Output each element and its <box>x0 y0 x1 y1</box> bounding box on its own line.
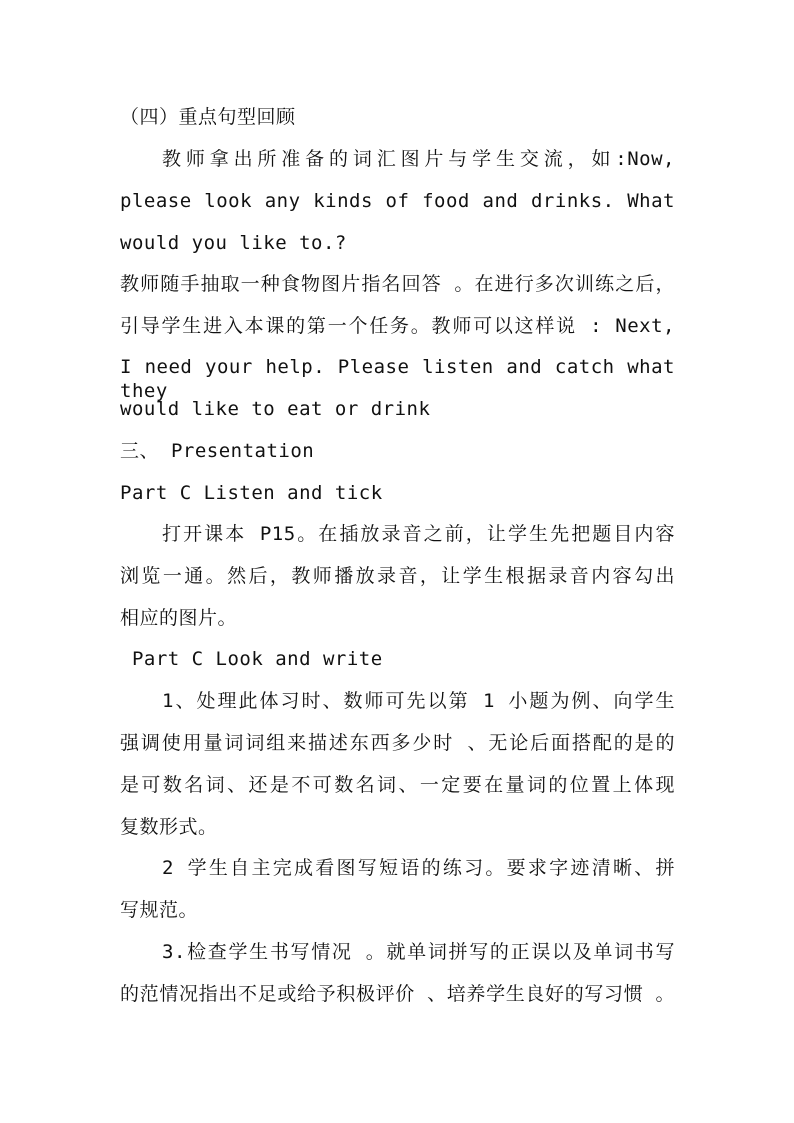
section-heading-presentation: 三、 Presentation <box>120 440 315 462</box>
para1-line1: 教师拿出所准备的词汇图片与学生交流，如:Now, <box>162 148 675 170</box>
item1-line2: 强调使用量词词组来描述东西多少时 、无论后面搭配的是的 <box>120 732 675 754</box>
para2-line4: would like to eat or drink <box>120 398 431 420</box>
para1-line3: would you like to.? <box>120 232 347 254</box>
item3-line2: 的范情况指出不足或给予积极评价 、培养学生良好的写习惯 。 <box>120 983 675 1005</box>
listen-line2: 浏览一通。然后，教师播放录音，让学生根据录音内容勾出 <box>120 565 675 587</box>
item2-line1: 2 学生自主完成看图写短语的练习。要求字迹清晰、拼 <box>162 857 675 879</box>
para2-line1: 教师随手抽取一种食物图片指名回答 。在进行多次训练之后， <box>120 273 675 295</box>
section-heading-4: （四）重点句型回顾 <box>120 106 296 128</box>
part-c-listen-heading: Part C Listen and tick <box>120 482 383 504</box>
para2-line3: I need your help. Please listen and catch what they <box>120 356 675 402</box>
item3-line1: 3.检查学生书写情况 。就单词拼写的正误以及单词书写 <box>162 941 675 963</box>
listen-line1: 打开课本 P15。在插放录音之前，让学生先把题目内容 <box>162 523 675 545</box>
para1-line2: please look any kinds of food and drinks. What <box>120 190 675 212</box>
item1-line4: 复数形式。 <box>120 816 218 838</box>
part-c-look-heading: Part C Look and write <box>120 648 383 670</box>
item1-line3: 是可数名词、还是不可数名词、一定要在量词的位置上体现 <box>120 774 675 796</box>
item2-line2: 写规范。 <box>120 899 199 921</box>
item1-line1: 1、处理此体习时、数师可先以第 1 小题为例、向学生 <box>162 690 675 712</box>
para2-line2: 引导学生进入本课的第一个任务。教师可以这样说 : Next, <box>120 315 675 337</box>
listen-line3: 相应的图片。 <box>120 607 238 629</box>
